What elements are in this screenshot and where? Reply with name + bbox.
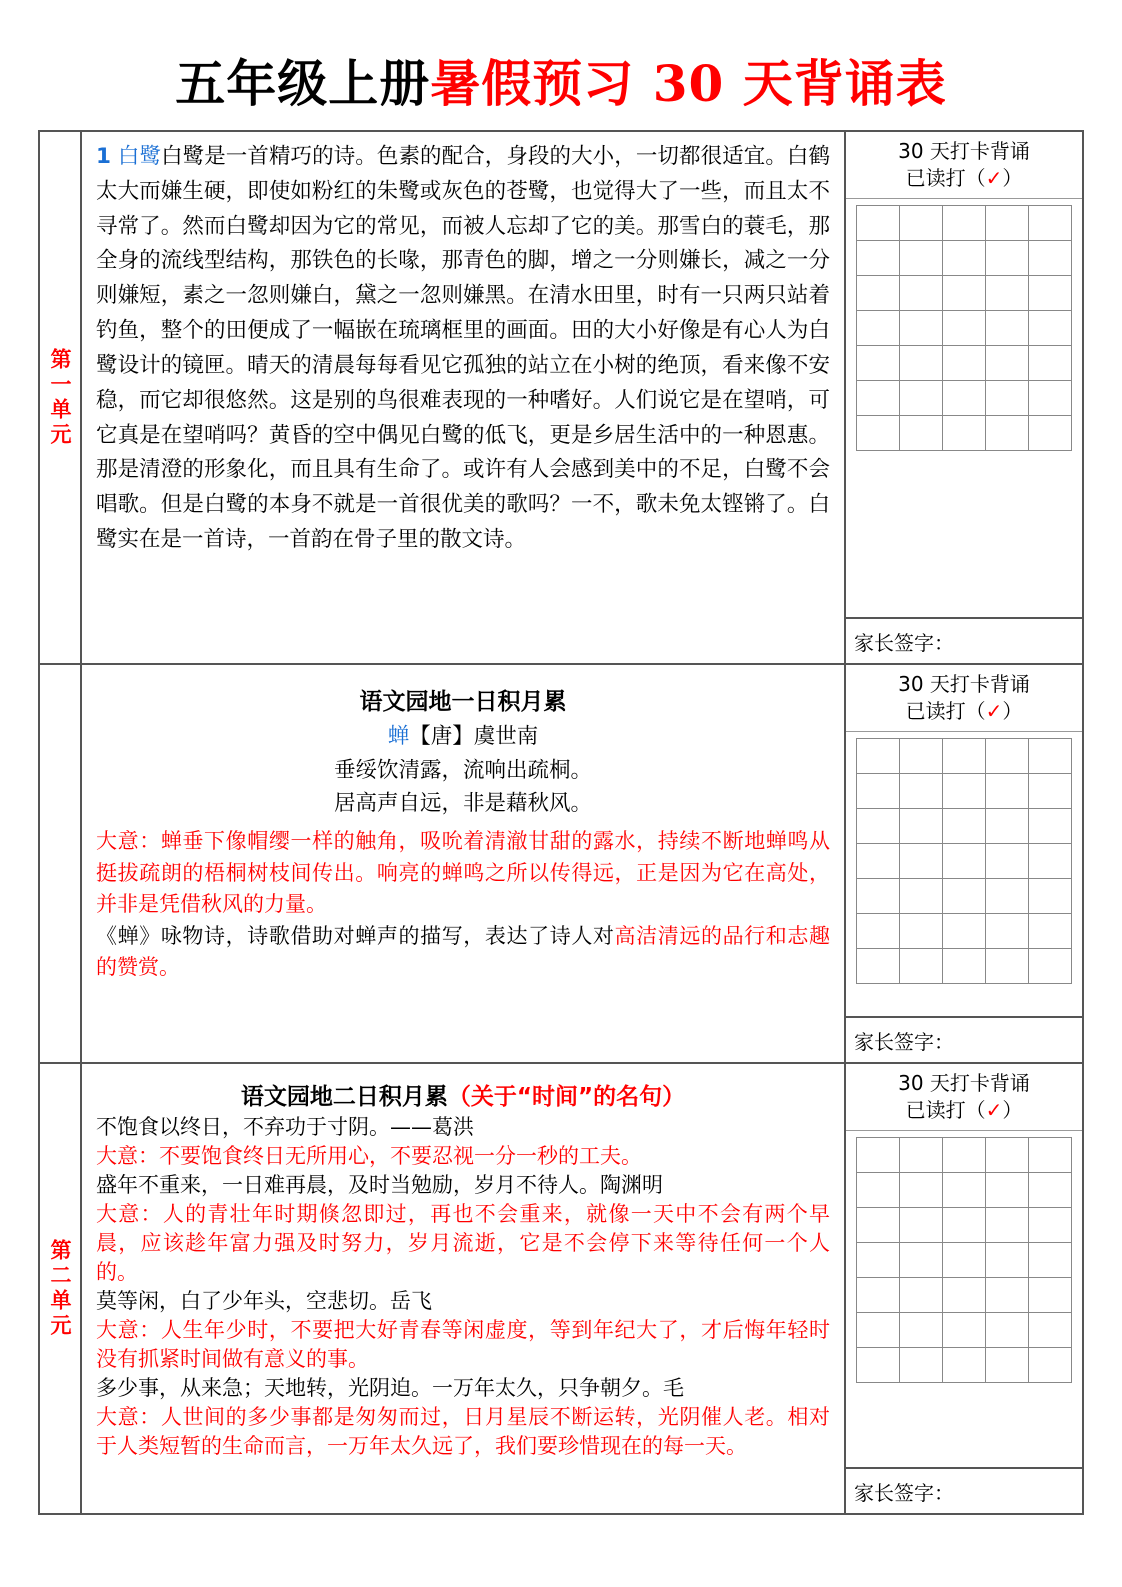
table-row[interactable] xyxy=(857,1243,1072,1278)
poem-meaning xyxy=(96,826,830,921)
check-cell[interactable] xyxy=(900,1243,943,1278)
table-row[interactable] xyxy=(857,1348,1072,1383)
poem-note-red: 高洁清远的品行和志趣的赞赏。 xyxy=(96,923,831,980)
check-cell[interactable] xyxy=(857,241,900,276)
check-cell[interactable] xyxy=(943,346,986,381)
check-cell[interactable] xyxy=(1029,949,1072,984)
check-cell[interactable] xyxy=(943,381,986,416)
check-cell[interactable] xyxy=(900,914,943,949)
check-cell[interactable] xyxy=(986,241,1029,276)
meaning-text: 人的青壮年时期倏忽即过，再也不会重来，就像一天中不会有两个早晨，应该趁年富力强及时努力，岁月流逝，它是不会停下来等待任何一个人的。 xyxy=(96,1202,830,1285)
check-cell[interactable] xyxy=(1029,809,1072,844)
check-cell[interactable] xyxy=(857,311,900,346)
check-cell[interactable] xyxy=(857,1173,900,1208)
check-header xyxy=(846,132,1082,199)
check-cell[interactable] xyxy=(857,276,900,311)
check-cell[interactable] xyxy=(1029,1243,1072,1278)
check-cell[interactable] xyxy=(986,1173,1029,1208)
check-cell[interactable] xyxy=(900,1278,943,1313)
check-cell[interactable] xyxy=(1029,1138,1072,1173)
meaning-label: 大意： xyxy=(96,1144,159,1169)
check-cell[interactable] xyxy=(1029,879,1072,914)
quote-meaning xyxy=(96,1316,830,1374)
table-row[interactable] xyxy=(857,949,1072,984)
check-cell[interactable] xyxy=(1029,1208,1072,1243)
meaning-text: 人世间的多少事都是匆匆而过，日月星辰不断运转，光阴催人老。相对于人类短暂的生命而言，一万年太久远了，我们要珍惜现在的每一天。 xyxy=(96,1404,831,1458)
check-cell[interactable] xyxy=(986,381,1029,416)
check-cell[interactable] xyxy=(857,1243,900,1278)
check-cell[interactable] xyxy=(943,1243,986,1278)
meaning-label: 大意： xyxy=(96,1202,163,1227)
table-row[interactable] xyxy=(857,844,1072,879)
table-row[interactable] xyxy=(857,276,1072,311)
table-row[interactable] xyxy=(857,311,1072,346)
unit-label-text: 第一单元 xyxy=(48,347,73,448)
check-cell[interactable] xyxy=(943,844,986,879)
meaning-text: 不要饱食终日无所用心，不要忍视一分一秒的工夫。 xyxy=(159,1144,642,1169)
check-grid-wrap xyxy=(846,732,1082,1016)
check-cell[interactable] xyxy=(1029,774,1072,809)
table-row[interactable] xyxy=(857,241,1072,276)
check-tick-icon: ✓ xyxy=(985,699,1003,724)
check-header-post: ） xyxy=(1002,166,1023,190)
check-cell[interactable] xyxy=(986,276,1029,311)
check-cell[interactable] xyxy=(986,914,1029,949)
check-cell[interactable] xyxy=(857,844,900,879)
check-cell[interactable] xyxy=(1029,346,1072,381)
check-cell[interactable] xyxy=(857,1138,900,1173)
check-cell[interactable] xyxy=(943,774,986,809)
check-cell[interactable] xyxy=(943,276,986,311)
table-row[interactable] xyxy=(857,1278,1072,1313)
check-cell[interactable] xyxy=(986,1243,1029,1278)
check-cell[interactable] xyxy=(943,1278,986,1313)
check-cell[interactable] xyxy=(1029,206,1072,241)
section-heading-red: （关于“时间”的名句） xyxy=(447,1084,686,1111)
quote-meaning xyxy=(96,1200,830,1287)
check-cell[interactable] xyxy=(1029,844,1072,879)
page-title-red: 暑假预习 30 天背诵表 xyxy=(430,54,947,113)
check-cell[interactable] xyxy=(986,879,1029,914)
check-cell[interactable] xyxy=(900,879,943,914)
check-cell[interactable] xyxy=(1029,1313,1072,1348)
check-cell[interactable] xyxy=(943,879,986,914)
lesson-1-body xyxy=(96,140,830,558)
check-cell[interactable] xyxy=(986,949,1029,984)
check-cell[interactable] xyxy=(986,346,1029,381)
quote-line: 莫等闲，白了少年头，空悲切。岳飞 xyxy=(96,1289,432,1314)
lesson-text-cell xyxy=(82,1064,846,1513)
poem-title: 蝉 xyxy=(387,724,410,750)
meaning-label: 大意： xyxy=(96,829,161,854)
check-cell[interactable] xyxy=(943,1208,986,1243)
check-cell[interactable] xyxy=(986,1313,1029,1348)
check-cell[interactable] xyxy=(1029,311,1072,346)
check-cell[interactable] xyxy=(900,774,943,809)
check-header-line2 xyxy=(850,698,1078,725)
lesson-1-text: 白鹭是一首精巧的诗。色素的配合，身段的大小，一切都很适宜。白鹤太大而嫌生硬，即使如粉红的朱鹭或灰色的苍鹭，也觉得大了一些，而且太不寻常了。然而白鹭却因为它的常见，而被人忘却了它的美。那雪白的蓑毛，那全身的流线型结构，那铁色的长喙，那青色的脚，增之一分则嫌长，减之一分则嫌短，素之一忽则嫌白，黛之一忽则嫌黑。在清水田里，时有一只两只站着钓鱼，整个的田便成了一幅嵌在琉璃框里的画面。田的大小好像是有心人为白鹭设计的镜匣。晴天的清晨每每看见它孤独的站立在小树的绝顶，看来像不安稳，而它却很悠然。这是别的鸟很难表现的一种嗜好。人们说它是在望哨，可它真是在望哨吗？黄昏的空中偶见白鹭的低飞，更是乡居生活中的一种恩惠。那是清澄的形象化，而且具有生命了。或许有人会感到美中的不足，白鹭不会唱歌。但是白鹭的本身不就是一首很优美的歌吗？一不，歌未免太铿锵了。白鹭实在是一首诗，一首韵在骨子里的散文诗。 xyxy=(96,144,830,553)
unit-label-cell xyxy=(40,132,82,663)
table-row[interactable] xyxy=(857,879,1072,914)
quote-meaning xyxy=(96,1142,830,1171)
check-cell[interactable] xyxy=(943,206,986,241)
check-cell[interactable] xyxy=(943,311,986,346)
check-cell[interactable] xyxy=(857,914,900,949)
parent-signature-label: 家长签字： xyxy=(854,1029,954,1054)
check-column xyxy=(846,665,1082,1062)
check-cell[interactable] xyxy=(857,949,900,984)
check-cell[interactable] xyxy=(857,1348,900,1383)
check-header-post: ） xyxy=(1002,1098,1023,1123)
meaning-label: 大意： xyxy=(96,1318,161,1343)
quote-line: 不饱食以终日，不弃功于寸阴。——葛洪 xyxy=(96,1115,474,1140)
check-grid-table[interactable] xyxy=(856,738,1072,984)
check-cell[interactable] xyxy=(943,739,986,774)
lesson-number: 1 xyxy=(96,144,111,169)
check-cell[interactable] xyxy=(986,1138,1029,1173)
check-cell[interactable] xyxy=(900,1208,943,1243)
parent-signature-label: 家长签字： xyxy=(854,1480,954,1505)
check-cell[interactable] xyxy=(857,416,900,451)
check-header-post: ） xyxy=(1002,699,1023,724)
recitation-table xyxy=(38,130,1084,1515)
check-cell[interactable] xyxy=(857,809,900,844)
poem-author: 【唐】虞世南 xyxy=(409,724,539,750)
table-row[interactable] xyxy=(857,381,1072,416)
section-heading-black: 语文园地二日积月累 xyxy=(240,1084,448,1111)
check-cell[interactable] xyxy=(857,1208,900,1243)
check-cell[interactable] xyxy=(1029,1348,1072,1383)
quote-meaning xyxy=(96,1403,830,1461)
check-cell[interactable] xyxy=(900,1173,943,1208)
check-cell[interactable] xyxy=(1029,914,1072,949)
check-grid-table[interactable] xyxy=(856,205,1072,451)
check-cell[interactable] xyxy=(986,416,1029,451)
check-cell[interactable] xyxy=(857,1313,900,1348)
table-row[interactable] xyxy=(857,809,1072,844)
check-header-line1: 30 天打卡背诵 xyxy=(898,139,1030,163)
quote-line: 多少事，从来急；天地转，光阴迫。一万年太久，只争朝夕。毛 xyxy=(96,1376,684,1401)
check-cell[interactable] xyxy=(857,774,900,809)
check-cell[interactable] xyxy=(986,1208,1029,1243)
check-grid-wrap xyxy=(846,1131,1082,1467)
page-title-black: 五年级上册 xyxy=(175,54,431,113)
check-cell[interactable] xyxy=(1029,1278,1072,1313)
table-row[interactable] xyxy=(857,1313,1072,1348)
check-cell[interactable] xyxy=(857,1278,900,1313)
unit-label-text: 第二单元 xyxy=(48,1238,73,1339)
check-cell[interactable] xyxy=(900,1313,943,1348)
poem-line-1: 垂绥饮清露，流响出疏桐。 xyxy=(333,757,592,783)
table-row xyxy=(40,1064,1082,1513)
table-row[interactable] xyxy=(857,914,1072,949)
check-cell[interactable] xyxy=(986,844,1029,879)
parent-signature-label: 家长签字： xyxy=(854,630,954,655)
check-header-pre: 已读打（ xyxy=(905,166,986,190)
check-cell[interactable] xyxy=(986,1348,1029,1383)
table-row[interactable] xyxy=(857,1208,1072,1243)
check-cell[interactable] xyxy=(943,809,986,844)
poem-line-2: 居高声自远，非是藉秋风。 xyxy=(333,791,592,817)
check-cell[interactable] xyxy=(857,381,900,416)
check-cell[interactable] xyxy=(1029,739,1072,774)
meaning-text: 人生年少时，不要把大好青春等闲虚度，等到年纪大了，才后悔年轻时没有抓紧时间做有意义的事。 xyxy=(96,1318,831,1372)
check-cell[interactable] xyxy=(900,346,943,381)
check-cell[interactable] xyxy=(943,241,986,276)
check-tick-icon: ✓ xyxy=(985,1098,1003,1123)
poem-note xyxy=(96,921,830,984)
quote-line: 盛年不重来，一日难再晨，及时当勉励，岁月不待人。陶渊明 xyxy=(96,1173,663,1198)
check-header-line2 xyxy=(850,165,1078,192)
lesson-text-cell xyxy=(82,132,846,663)
check-cell[interactable] xyxy=(900,311,943,346)
parent-signature-field[interactable] xyxy=(846,1467,1082,1513)
check-cell[interactable] xyxy=(986,206,1029,241)
check-cell[interactable] xyxy=(857,206,900,241)
check-cell[interactable] xyxy=(943,1138,986,1173)
check-cell[interactable] xyxy=(857,879,900,914)
check-grid[interactable] xyxy=(846,199,1082,617)
check-grid[interactable] xyxy=(846,732,1082,1016)
check-cell[interactable] xyxy=(857,346,900,381)
page-title xyxy=(0,0,1122,130)
table-row xyxy=(40,132,1082,665)
check-cell[interactable] xyxy=(943,1173,986,1208)
table-row[interactable] xyxy=(857,739,1072,774)
parent-signature-field[interactable] xyxy=(846,617,1082,663)
check-cell[interactable] xyxy=(900,739,943,774)
check-header-line2 xyxy=(850,1097,1078,1124)
check-cell[interactable] xyxy=(900,1348,943,1383)
check-cell[interactable] xyxy=(900,241,943,276)
table-row[interactable] xyxy=(857,206,1072,241)
check-grid-wrap xyxy=(846,199,1082,617)
check-header-pre: 已读打（ xyxy=(905,1098,986,1123)
section-heading xyxy=(96,1078,830,1111)
table-row[interactable] xyxy=(857,774,1072,809)
check-cell[interactable] xyxy=(900,844,943,879)
check-cell[interactable] xyxy=(900,276,943,311)
check-cell[interactable] xyxy=(1029,241,1072,276)
meaning-label: 大意： xyxy=(96,1404,161,1429)
check-column xyxy=(846,132,1082,663)
poem-title-line xyxy=(96,720,830,753)
meaning-text: 蝉垂下像帽缨一样的触角，吸吮着清澈甘甜的露水，持续不断地蝉鸣从挺拔疏朗的梧桐树枝间传出。响亮的蝉鸣之所以传得远，正是因为它在高处，并非是凭借秋风的力量。 xyxy=(96,829,831,917)
check-cell[interactable] xyxy=(986,774,1029,809)
unit-label-cell xyxy=(40,1064,82,1513)
check-cell[interactable] xyxy=(1029,1173,1072,1208)
check-cell[interactable] xyxy=(900,949,943,984)
parent-signature-field[interactable] xyxy=(846,1016,1082,1062)
check-cell[interactable] xyxy=(857,739,900,774)
check-cell[interactable] xyxy=(900,381,943,416)
check-cell[interactable] xyxy=(900,809,943,844)
table-row[interactable] xyxy=(857,416,1072,451)
check-header-line1: 30 天打卡背诵 xyxy=(898,1071,1030,1096)
check-header xyxy=(846,1064,1082,1131)
check-cell[interactable] xyxy=(986,809,1029,844)
check-cell[interactable] xyxy=(986,311,1029,346)
check-cell[interactable] xyxy=(943,914,986,949)
check-cell[interactable] xyxy=(900,206,943,241)
check-column xyxy=(846,1064,1082,1513)
check-cell[interactable] xyxy=(1029,276,1072,311)
check-grid[interactable] xyxy=(846,1131,1082,1467)
unit-label-cell xyxy=(40,665,82,1062)
check-grid-table[interactable] xyxy=(856,1137,1072,1383)
check-cell[interactable] xyxy=(943,949,986,984)
check-cell[interactable] xyxy=(986,739,1029,774)
check-header xyxy=(846,665,1082,732)
check-cell[interactable] xyxy=(900,1138,943,1173)
table-row[interactable] xyxy=(857,346,1072,381)
table-row[interactable] xyxy=(857,1173,1072,1208)
lesson-title: 白鹭 xyxy=(117,144,162,169)
table-row xyxy=(40,665,1082,1064)
check-cell[interactable] xyxy=(943,416,986,451)
check-cell[interactable] xyxy=(1029,381,1072,416)
check-cell[interactable] xyxy=(943,1348,986,1383)
poem-note-black: 《蝉》咏物诗，诗歌借助对蝉声的描写，表达了诗人对 xyxy=(96,923,615,948)
check-cell[interactable] xyxy=(943,1313,986,1348)
table-row[interactable] xyxy=(857,1138,1072,1173)
check-header-pre: 已读打（ xyxy=(905,699,986,724)
check-header-line1: 30 天打卡背诵 xyxy=(898,672,1030,697)
check-tick-icon: ✓ xyxy=(985,166,1003,190)
section-heading: 语文园地一日积月累 xyxy=(359,689,567,716)
check-cell[interactable] xyxy=(1029,416,1072,451)
lesson-text-cell xyxy=(82,665,846,1062)
check-cell[interactable] xyxy=(986,1278,1029,1313)
check-cell[interactable] xyxy=(900,416,943,451)
